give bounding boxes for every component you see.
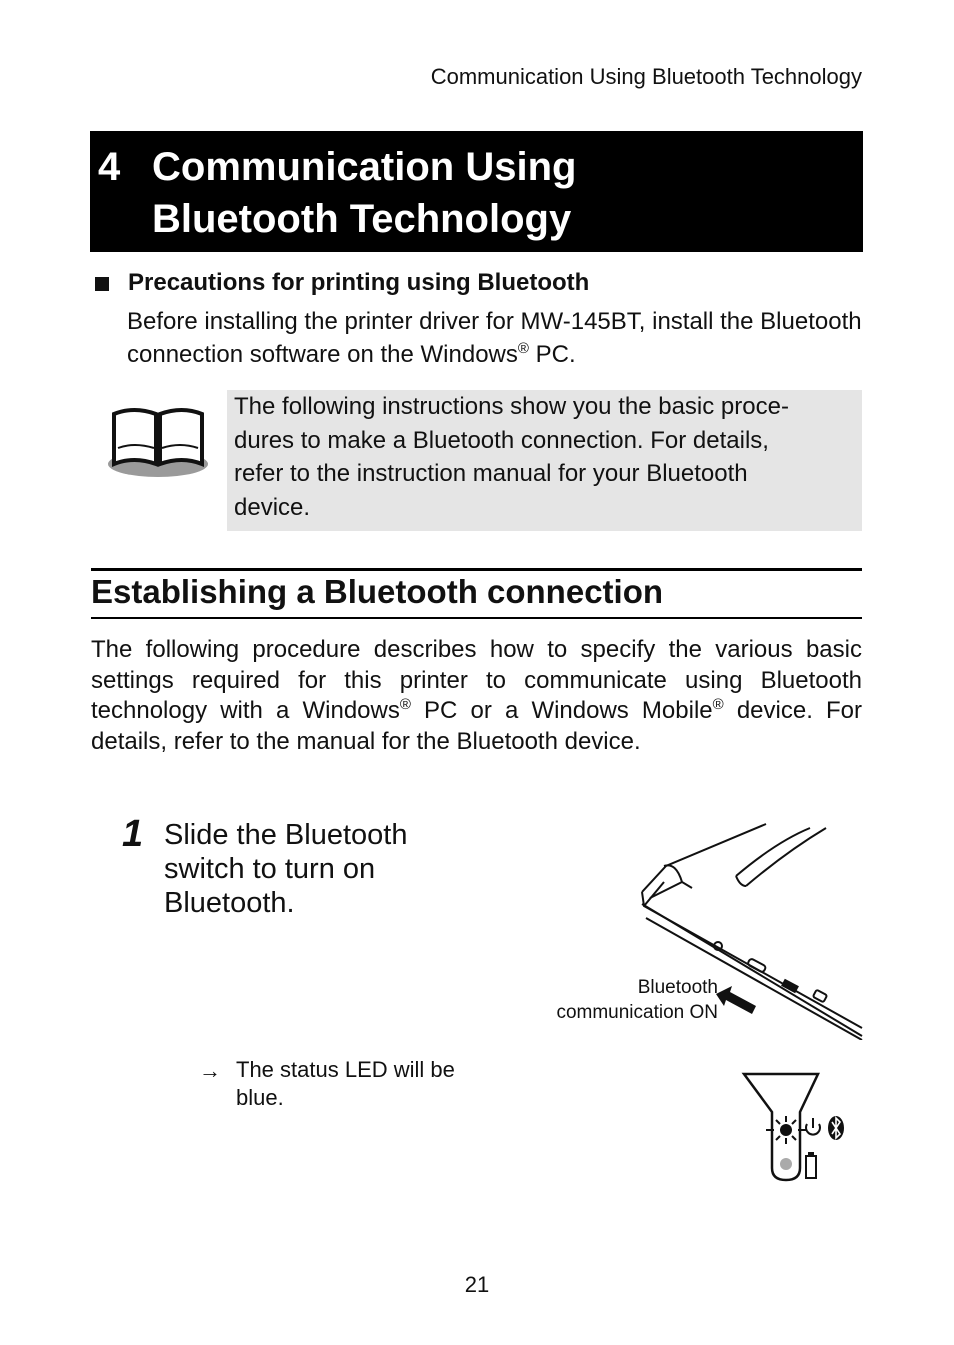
precautions-body-end: PC.	[528, 341, 576, 368]
note-box	[227, 390, 862, 531]
bullet-square-icon	[95, 277, 109, 291]
section-title: Establishing a Bluetooth connection	[91, 573, 664, 610]
note-line: The following instructions show you the basic proce-	[234, 393, 789, 420]
note-line: refer to the instruction manual for your Bluetooth	[234, 460, 748, 487]
precautions-heading: Precautions for printing using Bluetooth	[128, 269, 590, 296]
intro-text: PC or a Windows Mobile	[410, 697, 713, 724]
step-result: The status LED will be blue.	[236, 1057, 455, 1110]
chapter-title-line1: Communication Using	[152, 145, 577, 189]
power-icon	[806, 1118, 820, 1135]
step-number: 1	[122, 813, 144, 855]
note-text	[234, 390, 858, 524]
battery-icon	[806, 1153, 816, 1178]
step-line: Slide the Bluetooth	[164, 819, 408, 851]
callout-line: Bluetooth	[637, 977, 718, 998]
open-book-icon	[104, 398, 212, 482]
intro-paragraph	[91, 635, 862, 757]
step-line: switch to turn on	[164, 853, 376, 885]
pointer-arrow-icon	[716, 986, 756, 1020]
step-instruction	[164, 818, 484, 920]
precautions-body-text: Before installing the printer driver for MW-145BT, install the Bluetooth connection software on the Windows	[127, 308, 862, 368]
chapter-number: 4	[98, 145, 121, 189]
registered-mark: ®	[399, 696, 411, 713]
registered-mark: ®	[712, 696, 724, 713]
callout-line: communication ON	[556, 1002, 718, 1023]
running-header: Communication Using Bluetooth Technology	[430, 64, 862, 89]
precautions-body	[127, 305, 867, 371]
section-rule-bottom	[91, 617, 862, 619]
section-rule-top	[91, 568, 862, 571]
note-line: dures to make a Bluetooth connection. For details,	[234, 426, 769, 454]
bluetooth-icon	[828, 1116, 844, 1140]
note-line: device.	[234, 493, 311, 521]
chapter-title-line2: Bluetooth Technology	[152, 197, 572, 241]
callout-label	[520, 975, 718, 1025]
result-arrow-icon: →	[199, 1058, 221, 1083]
intro-text: The following procedure describes how to specify the various basic settings required for this printer to communicate using Bluetooth technology with a Windows	[91, 636, 862, 724]
intro-text: device. For details, refer to the manual for the Bluetooth device.	[91, 697, 862, 755]
registered-mark: ®	[517, 340, 529, 357]
step-line: Bluetooth.	[164, 887, 295, 919]
chapter-banner	[90, 131, 863, 252]
chapter-title	[152, 141, 576, 245]
status-led-panel-icon	[740, 1070, 852, 1185]
page-number: 21	[464, 1272, 490, 1297]
